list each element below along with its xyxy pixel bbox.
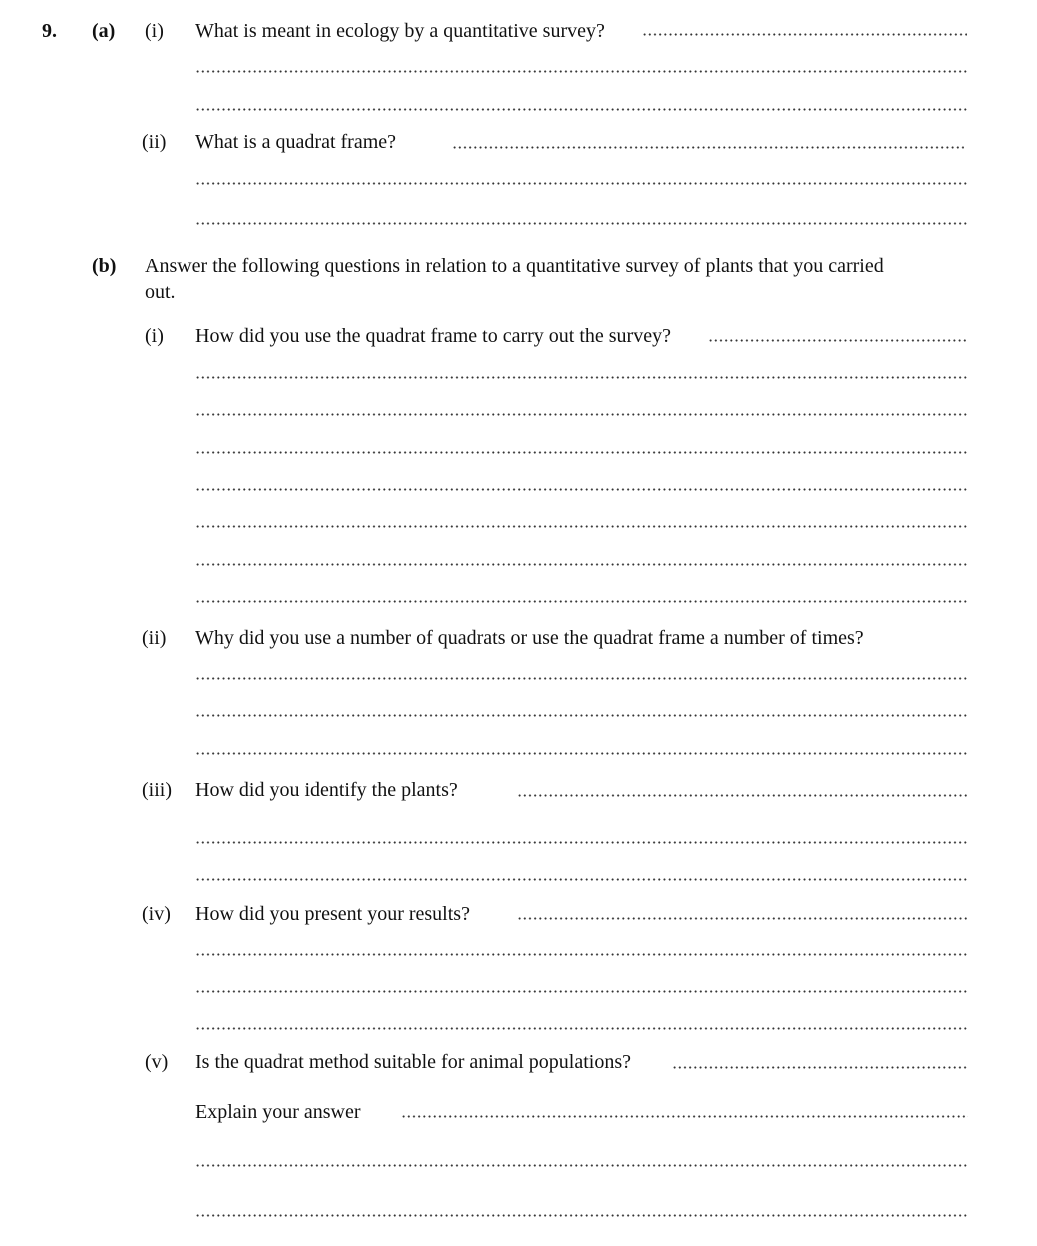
answer-line[interactable] <box>195 222 968 225</box>
part-b-ii-label: (ii) <box>142 627 167 649</box>
answer-line[interactable] <box>452 146 964 149</box>
answer-line[interactable] <box>195 752 968 755</box>
part-b-intro-line2: out. <box>145 281 176 303</box>
part-b-i-question: How did you use the quadrat frame to carry out the survey? <box>195 325 671 347</box>
answer-line[interactable] <box>195 108 968 111</box>
answer-line[interactable] <box>195 182 968 185</box>
answer-line[interactable] <box>195 600 968 603</box>
answer-line[interactable] <box>195 488 968 491</box>
answer-line[interactable] <box>195 525 968 528</box>
question-number: 9. <box>42 20 57 42</box>
answer-line[interactable] <box>195 677 968 680</box>
answer-line[interactable] <box>195 413 968 416</box>
answer-line[interactable] <box>195 1027 968 1030</box>
answer-line[interactable] <box>195 878 968 881</box>
answer-line[interactable] <box>642 33 967 36</box>
answer-line[interactable] <box>195 841 968 844</box>
answer-line[interactable] <box>195 70 968 73</box>
part-a-label: (a) <box>92 20 116 42</box>
answer-line[interactable] <box>195 1214 968 1217</box>
part-a-i-question: What is meant in ecology by a quantitative survey? <box>195 20 605 42</box>
part-b-label: (b) <box>92 255 117 277</box>
part-b-iii-label: (iii) <box>142 779 172 801</box>
answer-line[interactable] <box>195 714 968 717</box>
part-b-ii-question: Why did you use a number of quadrats or use the quadrat frame a number of times? <box>195 627 864 649</box>
part-b-i-label: (i) <box>145 325 164 347</box>
part-b-iii-question: How did you identify the plants? <box>195 779 458 801</box>
answer-line[interactable] <box>195 376 968 379</box>
part-b-v-label: (v) <box>145 1051 169 1073</box>
answer-line[interactable] <box>195 990 968 993</box>
part-b-iv-question: How did you present your results? <box>195 903 470 925</box>
part-a-ii-label: (ii) <box>142 131 167 153</box>
part-a-i-label: (i) <box>145 20 164 42</box>
answer-line[interactable] <box>708 339 967 342</box>
part-b-v-followup: Explain your answer <box>195 1101 361 1123</box>
answer-line[interactable] <box>195 953 968 956</box>
answer-line[interactable] <box>195 1164 968 1167</box>
answer-line[interactable] <box>195 451 968 454</box>
answer-line[interactable] <box>517 917 967 920</box>
answer-line[interactable] <box>517 794 967 797</box>
part-b-iv-label: (iv) <box>142 903 171 925</box>
answer-line[interactable] <box>195 563 968 566</box>
part-b-v-question: Is the quadrat method suitable for animal populations? <box>195 1051 631 1073</box>
answer-line[interactable] <box>401 1115 968 1118</box>
part-b-intro-line1: Answer the following questions in relation to a quantitative survey of plants that you carried <box>145 255 884 277</box>
part-a-ii-question: What is a quadrat frame? <box>195 131 397 153</box>
answer-line[interactable] <box>672 1066 968 1069</box>
